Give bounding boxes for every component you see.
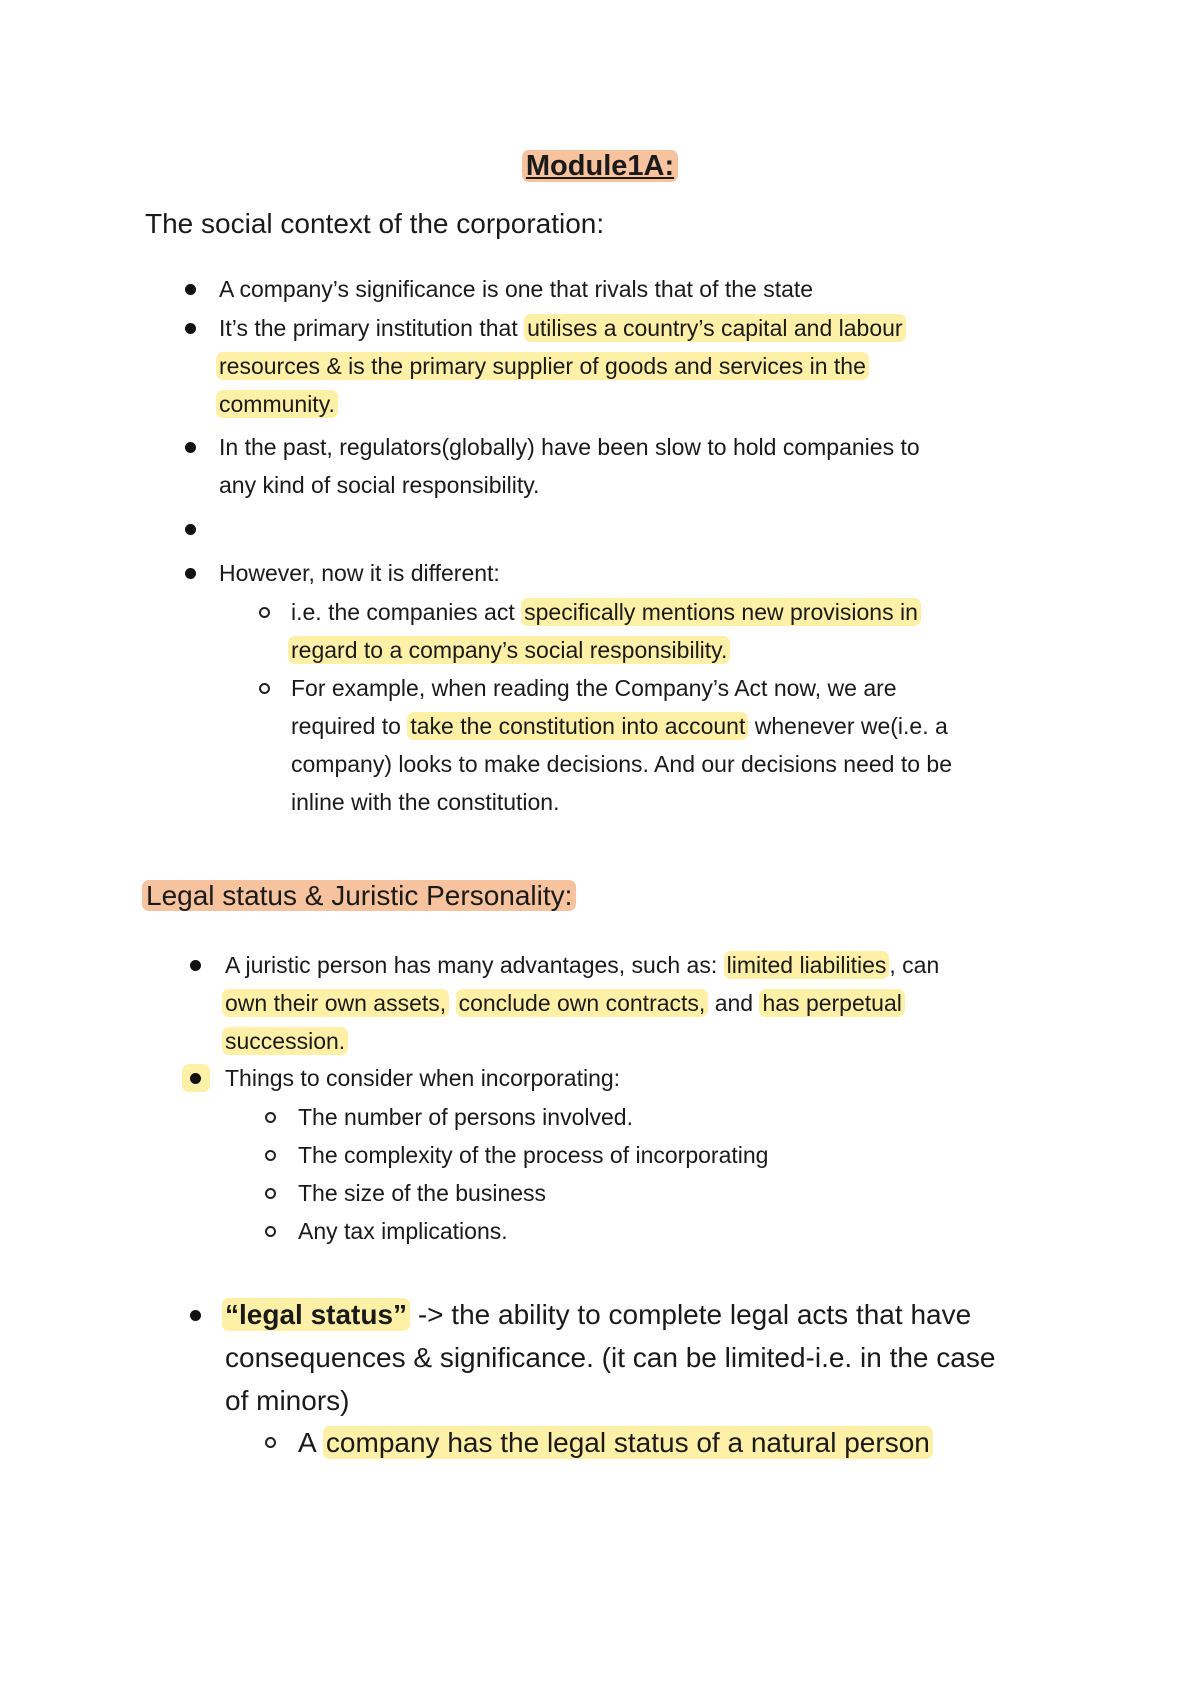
item-text: A juristic person has many advantages, such as: bbox=[225, 952, 724, 978]
sub-bullet-circle bbox=[265, 1112, 276, 1123]
list-item-continuation bbox=[222, 984, 905, 1022]
highlight: resources & is the primary supplier of goods and services in the bbox=[216, 352, 869, 380]
section-heading-social-context: The social context of the corporation: bbox=[145, 208, 605, 239]
list-item-continuation: any kind of social responsibility. bbox=[219, 472, 540, 498]
sub-list-item: The complexity of the process of incorporating bbox=[298, 1142, 769, 1168]
sub-bullet-circle bbox=[265, 1188, 276, 1199]
bullet-dot bbox=[185, 323, 196, 334]
item-text: , can bbox=[889, 952, 940, 978]
list-item-continuation bbox=[216, 385, 338, 423]
highlight: community. bbox=[216, 390, 338, 418]
sub-list-item: For example, when reading the Company’s Act now, we are bbox=[291, 675, 897, 701]
list-item-continuation: of minors) bbox=[225, 1385, 350, 1416]
list-item bbox=[219, 309, 906, 347]
list-item bbox=[222, 1293, 971, 1336]
list-item bbox=[225, 946, 939, 984]
highlight: specifically mentions new provisions in bbox=[521, 598, 921, 626]
item-text: and bbox=[708, 990, 760, 1016]
highlight: company has the legal status of a natural person bbox=[323, 1426, 933, 1459]
list-item: In the past, regulators(globally) have been slow to hold companies to bbox=[219, 434, 920, 460]
bullet-dot bbox=[185, 568, 196, 579]
list-item-continuation bbox=[216, 347, 869, 385]
bullet-dot bbox=[185, 442, 196, 453]
sub-bullet-circle bbox=[259, 607, 270, 618]
highlight: own their own assets, bbox=[222, 989, 449, 1017]
highlight: has perpetual bbox=[759, 989, 904, 1017]
item-text: It’s the primary institution that bbox=[219, 315, 525, 341]
sub-bullet-circle bbox=[259, 683, 270, 694]
sub-list-item: The number of persons involved. bbox=[298, 1104, 633, 1130]
sub-list-item: Any tax implications. bbox=[298, 1218, 508, 1244]
highlight: regard to a company’s social responsibility. bbox=[288, 636, 730, 664]
list-item-continuation: consequences & significance. (it can be limited-i.e. in the case bbox=[225, 1342, 996, 1373]
sub-list-item: The size of the business bbox=[298, 1180, 547, 1206]
sub-list-item-continuation: inline with the constitution. bbox=[291, 789, 560, 815]
item-text: whenever we(i.e. a bbox=[748, 713, 948, 739]
sub-list-item-continuation bbox=[288, 631, 730, 669]
sub-bullet-circle bbox=[265, 1437, 276, 1448]
highlight: limited liabilities bbox=[724, 951, 890, 979]
list-item: Things to consider when incorporating: bbox=[225, 1065, 621, 1091]
sub-bullet-circle bbox=[265, 1150, 276, 1161]
sub-list-item-continuation bbox=[291, 707, 948, 745]
item-text: -> the ability to complete legal acts that have bbox=[410, 1299, 972, 1330]
item-text: A bbox=[298, 1427, 323, 1458]
item-text: required to bbox=[291, 713, 408, 739]
list-item: A company’s significance is one that rivals that of the state bbox=[219, 276, 814, 302]
item-text: i.e. the companies act bbox=[291, 599, 522, 625]
bullet-dot bbox=[190, 1073, 201, 1084]
highlight: utilises a country’s capital and labour bbox=[524, 314, 905, 342]
highlight: conclude own contracts, bbox=[456, 989, 709, 1017]
highlight: take the constitution into account bbox=[407, 712, 748, 740]
highlight bbox=[222, 1298, 410, 1331]
title-text: Module1A: bbox=[522, 150, 678, 182]
bullet-dot bbox=[190, 960, 201, 971]
heading-highlight: Legal status & Juristic Personality: bbox=[142, 880, 576, 911]
section-heading-legal-status bbox=[142, 880, 576, 912]
sub-list-item-continuation: company) looks to make decisions. And our decisions need to be bbox=[291, 751, 952, 777]
sub-list-item bbox=[291, 593, 921, 631]
bullet-dot bbox=[190, 1310, 201, 1321]
list-item-continuation bbox=[222, 1022, 348, 1060]
sub-bullet-circle bbox=[265, 1226, 276, 1237]
highlight: succession. bbox=[222, 1027, 348, 1055]
sub-list-item bbox=[298, 1421, 933, 1464]
page-title bbox=[0, 150, 1200, 183]
list-item: However, now it is different: bbox=[219, 560, 500, 586]
term-legal-status: “legal status” bbox=[225, 1299, 408, 1330]
bullet-dot bbox=[185, 284, 196, 295]
bullet-dot-empty-item bbox=[185, 524, 196, 535]
